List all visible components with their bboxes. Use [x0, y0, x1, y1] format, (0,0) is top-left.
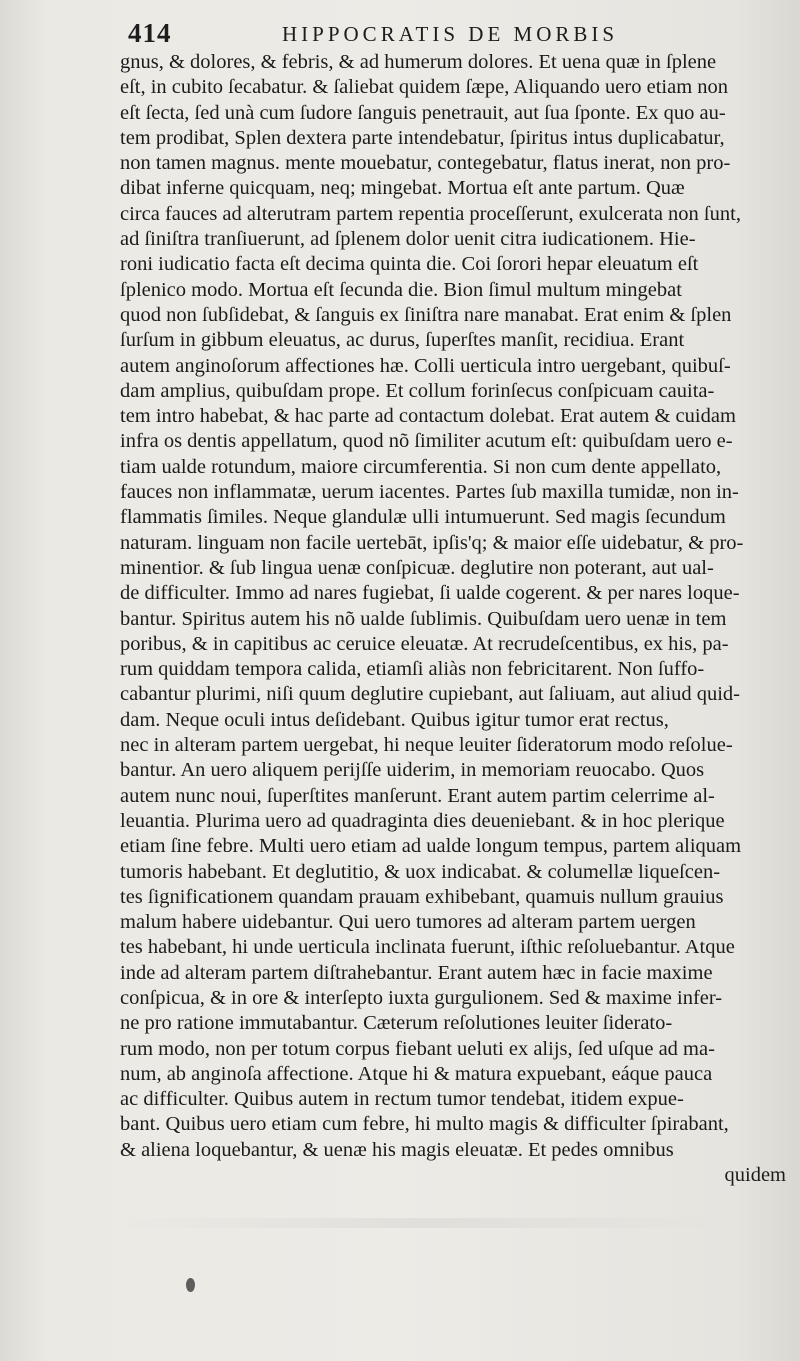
text-line: ſplenico modo. Mortua eſt ſecunda die. Bion ſimul multum mingebat	[120, 278, 682, 301]
page-header	[0, 14, 800, 50]
text-line: bantur. Spiritus autem his nõ ualde ſublimis. Quibuſdam uero uenæ in tem	[120, 607, 727, 630]
text-line: de difficulter. Immo ad nares fugiebat, ſi ualde cogerent. & per nares loque-	[120, 582, 740, 605]
text-line: ſurſum in gibbum eleuatus, ac durus, ſuperſtes manſit, recidiua. Erant	[120, 329, 685, 352]
text-line: ne pro ratione immutabantur. Cæterum reſolutiones leuiter ſiderato-	[120, 1012, 673, 1035]
text-line: naturam. linguam non facile uertebāt, ipſis'q; & maior eſſe uidebatur, & pro-	[120, 531, 744, 554]
catchword: quidem	[724, 1164, 786, 1187]
text-line: autem nunc noui, ſuperſtites manſerunt. Erant autem partim celerrime al-	[120, 784, 715, 807]
text-line: ac difficulter. Quibus autem in rectum tumor tendebat, itidem expue-	[120, 1088, 684, 1111]
ink-smudge	[186, 1278, 195, 1292]
text-line: circa fauces ad alterutram partem repentia proceſſerunt, exulcerata non ſunt,	[120, 202, 741, 225]
text-line: poribus, & in capitibus ac ceruice eleuatæ. At recrudeſcentibus, ex his, pa-	[120, 632, 729, 655]
text-line: minentior. & ſub lingua uenæ conſpicuæ. deglutire non poterant, aut ual-	[120, 556, 714, 579]
text-line: leuantia. Plurima uero ad quadraginta dies deueniebant. & in hoc plerique	[120, 809, 725, 832]
text-line: flammatis ſimiles. Neque glandulæ ulli intumuerunt. Sed magis ſecundum	[120, 506, 726, 529]
text-line: tumoris habebant. Et deglutitio, & uox indicabat. & columellæ liqueſcen-	[120, 860, 721, 883]
text-line: cabantur plurimi, niſi quum deglutire cupiebant, aut ſaliuam, aut aliud quid-	[120, 683, 740, 706]
text-line: tem prodibat, Splen dextera parte intendebatur, ſpiritus intus duplicabatur,	[120, 126, 725, 149]
text-line: & aliena loquebantur, & uenæ his magis eleuatæ. Et pedes omnibus	[120, 1138, 674, 1161]
text-line: dibat inferne quicquam, neq; mingebat. Mortua eſt ante partum. Quæ	[120, 177, 685, 200]
text-line: bant. Quibus uero etiam cum febre, hi multo magis & difficulter ſpirabant,	[120, 1113, 729, 1136]
text-line: tes habebant, hi unde uerticula inclinata fuerunt, iſthic reſoluebantur. Atque	[120, 936, 735, 959]
show-through-bleed	[120, 1218, 720, 1228]
text-line: bantur. An uero aliquem perijſſe uiderim, in memoriam reuocabo. Quos	[120, 759, 705, 782]
text-line: tem intro habebat, & hac parte ad contactum dolebat. Erat autem & cuidam	[120, 405, 736, 428]
text-line: ad ſiniſtra tranſiuerunt, ad ſplenem dolor uenit citra iudicationem. Hie-	[120, 228, 696, 251]
text-line: dam. Neque oculi intus deſidebant. Quibus igitur tumor erat rectus,	[120, 708, 669, 731]
text-line: inde ad alteram partem diſtrahebantur. Erant autem hæc in facie maxime	[120, 961, 713, 984]
text-line: dam amplius, quibuſdam prope. Et collum forinſecus conſpicuam cauita-	[120, 379, 715, 402]
text-line: autem anginoſorum affectiones hæ. Colli uerticula intro uergebant, quibuſ-	[120, 354, 731, 377]
text-line: conſpicua, & in ore & interſepto iuxta gurgulionem. Sed & maxime infer-	[120, 986, 723, 1009]
text-line: gnus, & dolores, & febris, & ad humerum dolores. Et uena quæ in ſplene	[120, 51, 717, 73]
text-line: tiam ualde rotundum, maiore circumferentia. Si non cum dente appellato,	[120, 455, 722, 478]
text-line: roni iudicatio facta eſt decima quinta die. Coi ſorori hepar eleuatum eſt	[120, 253, 699, 276]
text-line: fauces non inflammatæ, uerum iacentes. Partes ſub maxilla tumidæ, non in-	[120, 481, 739, 504]
body-text	[120, 50, 786, 1188]
text-line: etiam ſine febre. Multi uero etiam ad ualde longum tempus, partem aliquam	[120, 835, 742, 858]
text-line: rum quiddam tempora calida, etiamſi aliàs non febricitarent. Non ſuffo-	[120, 658, 705, 681]
text-line: malum habere uidebantur. Qui uero tumores ad alteram partem uergen	[120, 911, 696, 934]
page-number: 414	[128, 18, 172, 48]
text-line: rum modo, non per totum corpus fiebant ueluti ex alijs, ſed uſque ad ma-	[120, 1037, 715, 1060]
text-line: eſt ſecta, ſed unà cum ſudore ſanguis penetrauit, aut ſua ſponte. Ex quo au-	[120, 101, 726, 124]
text-line: nec in alteram partem uergebat, hi neque leuiter ſideratorum modo reſolue-	[120, 734, 733, 757]
text-line: tes ſignificationem quandam prauam exhibebant, quamuis nullum grauius	[120, 885, 724, 908]
text-line: eſt, in cubito ſecabatur. & ſaliebat quidem ſæpe, Aliquando uero etiam non	[120, 76, 729, 99]
text-line: infra os dentis appellatum, quod nõ ſimiliter acutum eſt: quibuſdam uero e-	[120, 430, 733, 453]
text-line: non tamen magnus. mente mouebatur, contegebatur, flatus inerat, non pro-	[120, 152, 731, 175]
text-line: num, ab anginoſa affectione. Atque hi & matura expuebant, eáque pauca	[120, 1062, 713, 1085]
text-line: quod non ſubſidebat, & ſanguis ex ſiniſtra nare manabat. Erat enim & ſplen	[120, 303, 732, 326]
running-head: HIPPOCRATIS DE MORBIS	[282, 22, 619, 46]
